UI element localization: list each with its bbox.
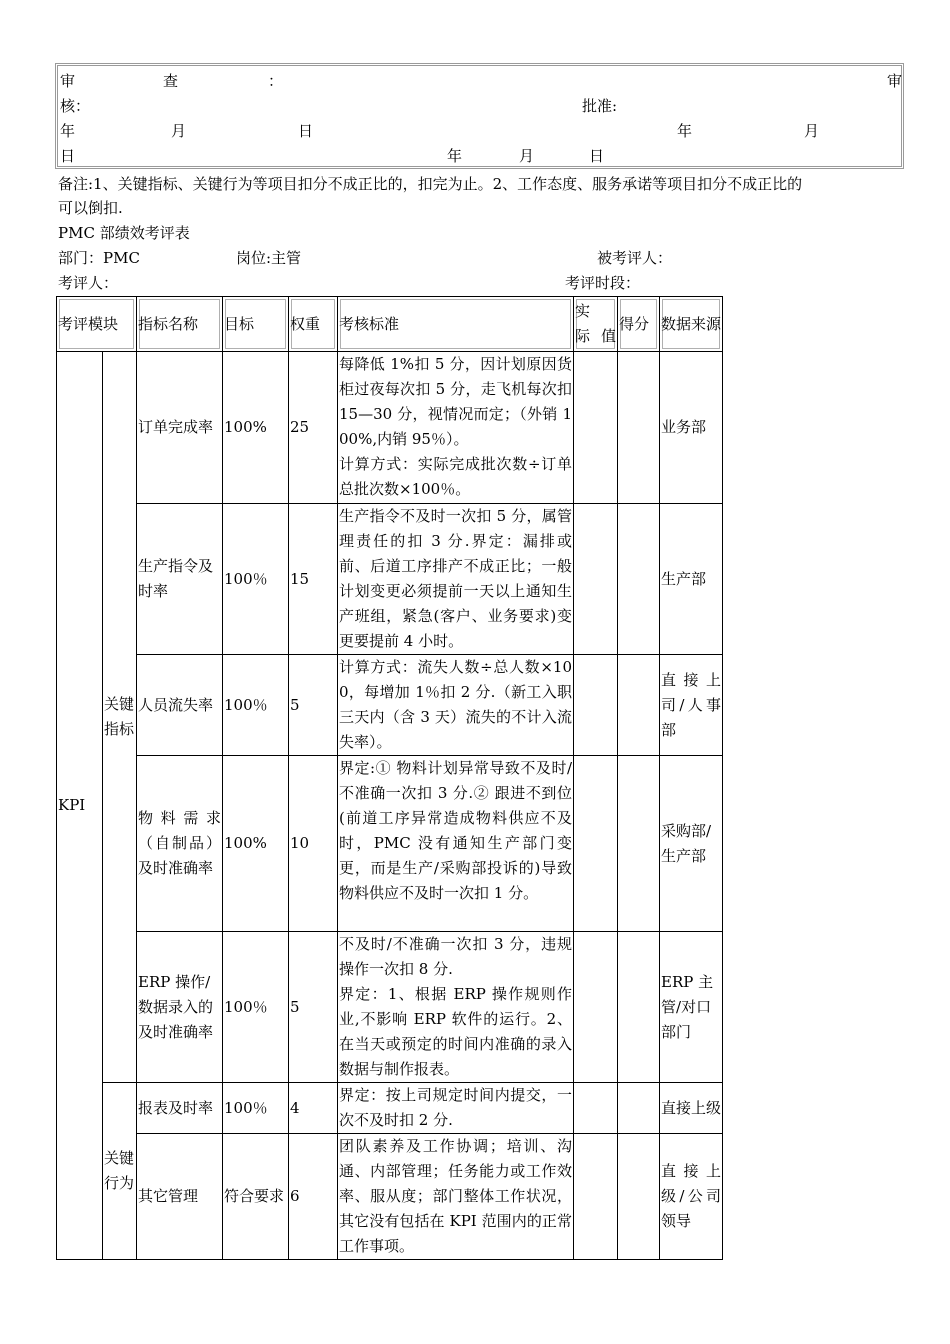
group-key-indicators: 关键指标 — [103, 352, 137, 1083]
row-source: ERP 主管/对口部门 — [660, 932, 723, 1083]
row-actual — [574, 504, 618, 655]
row-weight: 10 — [289, 756, 338, 932]
row-source: 采购部/生产部 — [660, 756, 723, 932]
row-source: 业务部 — [660, 352, 723, 504]
row-name: 订单完成率 — [137, 352, 223, 504]
row-name: 报表及时率 — [137, 1083, 223, 1134]
period-label: 考评时段： — [565, 274, 641, 292]
assessor-label: 考评人： — [58, 274, 119, 292]
kpi-table — [56, 296, 723, 1260]
row-name: 物料需求（自制品）及时准确率 — [137, 756, 223, 932]
year-label-3: 年 — [447, 147, 463, 165]
day-label-3: 日 — [589, 147, 605, 165]
year-label-1: 年 — [60, 122, 76, 140]
row-target: 100％ — [223, 932, 289, 1083]
row-target: 100% — [223, 756, 289, 932]
row-target: 100％ — [223, 504, 289, 655]
table-row — [57, 1134, 723, 1260]
header-weight: 权重 — [289, 297, 338, 352]
row-standard: 生产指令不及时一次扣 5 分，属管理责任的扣 3 分.界定：漏排或前、后道工序排产不成正比；一般计划变更必须提前一天以上通知生产班组，紧急(客户、业务要求)变更要提前 4 小时。 — [338, 504, 574, 655]
row-target: 100％ — [223, 1083, 289, 1134]
row-standard: 计算方式：流失人数÷总人数×100，每增加 1％扣 2 分.（新工入职三天内（含 3 天）流失的不计入流失率）。 — [338, 655, 574, 756]
row-standard: 界定：按上司规定时间内提交，一次不及时扣 2 分. — [338, 1083, 574, 1134]
row-weight: 15 — [289, 504, 338, 655]
row-target: 100％ — [223, 655, 289, 756]
row-name: ERP 操作/数据录入的及时准确率 — [137, 932, 223, 1083]
row-actual — [574, 655, 618, 756]
row-weight: 4 — [289, 1083, 338, 1134]
row-actual — [574, 1134, 618, 1260]
audit-label-2: 核： — [60, 97, 91, 115]
header-standard: 考核标准 — [338, 297, 574, 352]
post-label: 岗位:主管 — [236, 249, 302, 267]
table-row — [57, 352, 723, 504]
audit-label: 审 — [887, 72, 903, 90]
table-row — [57, 655, 723, 756]
remarks-line-2: 可以倒扣. — [58, 199, 123, 217]
row-weight: 5 — [289, 655, 338, 756]
header-source: 数据来源 — [660, 297, 723, 352]
row-weight: 25 — [289, 352, 338, 504]
month-label-1: 月 — [171, 122, 187, 140]
row-actual — [574, 1083, 618, 1134]
reviewer-colon: ： — [268, 72, 284, 90]
signoff-box — [55, 63, 904, 169]
header-actual: 实 际值 — [574, 297, 618, 352]
row-standard: 每降低 1%扣 5 分，因计划原因货柜过夜每次扣 5 分，走飞机每次扣 15—30 分，视情况而定；（外销 100%,内销 95％）。 计算方式：实际完成批次数÷订单总批次数×100％。 — [338, 352, 574, 504]
row-standard: 界定:① 物料计划异常导致不及时/不准确一次扣 3 分.② 跟进不到位(前道工序异常造成物料供应不及时，PMC 没有通知生产部门变更，而是生产/采购部投诉的)导致物料供应不及时一次扣 1 分。 — [338, 756, 574, 932]
form-title: PMC 部绩效考评表 — [58, 224, 190, 242]
row-actual — [574, 756, 618, 932]
row-standard: 团队素养及工作协调；培训、沟通、内部管理；任务能力或工作效率、服从度；部门整体工作状况，其它没有包括在 KPI 范围内的正常工作事项。 — [338, 1134, 574, 1260]
row-source: 直接上级 — [660, 1083, 723, 1134]
day-label-2: 日 — [60, 147, 76, 165]
row-name: 其它管理 — [137, 1134, 223, 1260]
assessee-label: 被考评人： — [597, 249, 673, 267]
row-score — [618, 1134, 660, 1260]
approval-label: 批准: — [582, 97, 618, 115]
row-target: 符合要求 — [223, 1134, 289, 1260]
table-row — [57, 756, 723, 932]
row-actual — [574, 932, 618, 1083]
row-score — [618, 655, 660, 756]
row-source: 生产部 — [660, 504, 723, 655]
year-label-2: 年 — [677, 122, 693, 140]
remarks-line-1: 备注:1、关键指标、关键行为等项目扣分不成正比的，扣完为止。2、工作态度、服务承诺等项目扣分不成正比的 — [58, 175, 803, 193]
row-source: 直接上司/人事部 — [660, 655, 723, 756]
module-kpi: KPI — [57, 352, 103, 1260]
row-name: 生产指令及时率 — [137, 504, 223, 655]
table-row — [57, 1083, 723, 1134]
row-standard: 不及时/不准确一次扣 3 分，违规操作一次扣 8 分. 界定：1、根据 ERP 操作规则作业,不影响 ERP 软件的运行。2、在当天或预定的时间内准确的录入数据与制作报表。 — [338, 932, 574, 1083]
dept-label: 部门：PMC — [58, 249, 140, 267]
header-indicator: 指标名称 — [137, 297, 223, 352]
row-target: 100% — [223, 352, 289, 504]
header-target: 目标 — [223, 297, 289, 352]
row-actual — [574, 352, 618, 504]
row-score — [618, 352, 660, 504]
header-module: 考评模块 — [57, 297, 137, 352]
row-score — [618, 756, 660, 932]
month-label-3: 月 — [519, 147, 535, 165]
group-key-behaviours: 关键行为 — [103, 1083, 137, 1260]
row-score — [618, 1083, 660, 1134]
reviewer-label-2: 查 — [163, 72, 179, 90]
month-label-2: 月 — [804, 122, 820, 140]
table-row — [57, 504, 723, 655]
day-label-1: 日 — [298, 122, 314, 140]
row-score — [618, 932, 660, 1083]
table-header-row — [57, 297, 723, 352]
row-score — [618, 504, 660, 655]
row-weight: 5 — [289, 932, 338, 1083]
row-weight: 6 — [289, 1134, 338, 1260]
row-source: 直接上级/公司领导 — [660, 1134, 723, 1260]
row-name: 人员流失率 — [137, 655, 223, 756]
header-score: 得分 — [618, 297, 660, 352]
table-row — [57, 932, 723, 1083]
reviewer-label: 审 — [60, 72, 76, 90]
